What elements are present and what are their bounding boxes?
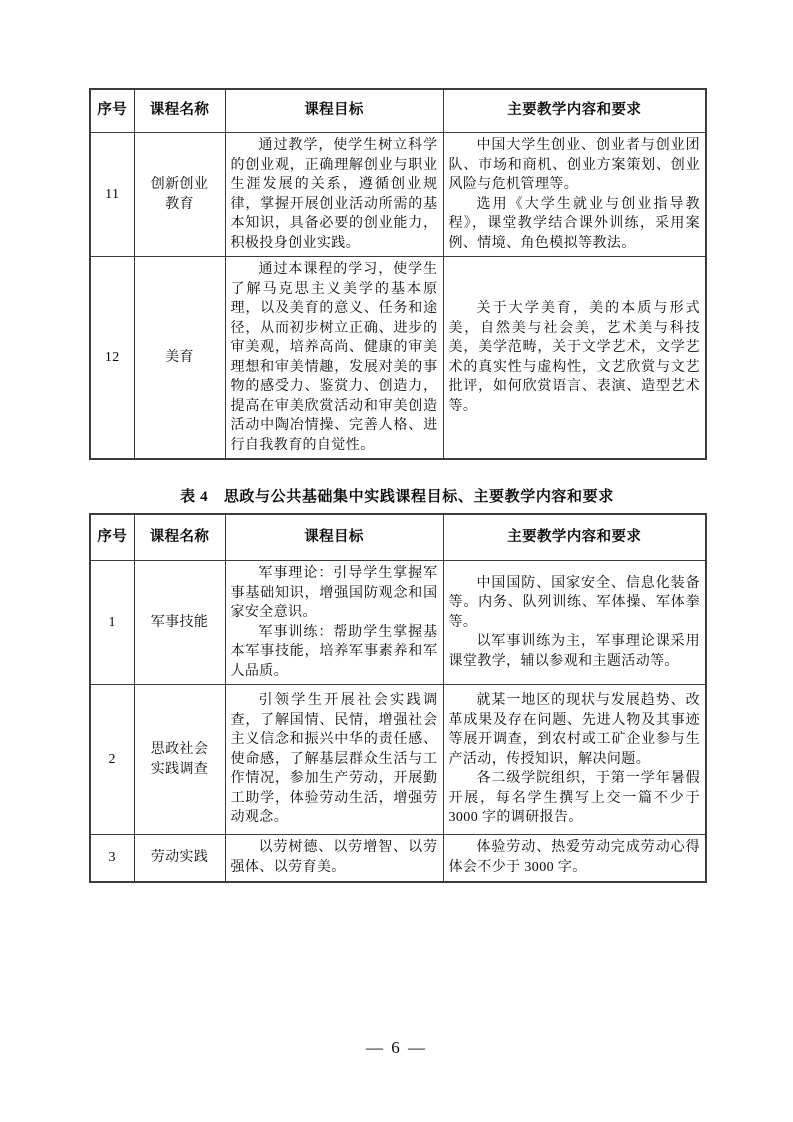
paragraph: 中国大学生创业、创业者与创业团队、市场和商机、创业方案策划、创业风险与危机管理等。 <box>448 138 700 192</box>
table-row-1 <box>90 561 706 685</box>
header-cell-name: 课程名称 <box>134 514 225 561</box>
course-no: 3 <box>90 835 134 882</box>
course-objectives <box>225 685 443 835</box>
paragraph: 选用《大学生就业与创业指导教程》，课堂教学结合课外训练，采用案例、情境、角色模拟等教法。 <box>448 196 700 251</box>
paragraph: 就某一地区的现状与发展趋势、改革成果及存在问题、先进人物及其事迹等展开调查，到农村或工矿企业参与生产活动，传授知识，解决问题。 <box>448 693 700 767</box>
header-cell-no: 序号 <box>90 89 134 133</box>
table-row-3 <box>90 835 706 882</box>
course-name: 军事技能 <box>134 561 225 685</box>
page-number: — 6 — <box>366 1038 427 1057</box>
paragraph: 中国国防、国家安全、信息化装备等。内务、队列训练、军体操、军体拳等。 <box>448 575 700 630</box>
paragraph: 引领学生开展社会实践调查，了解国情、民情，增强社会主义信念和振兴中华的责任感、使命感，了解基层群众生活与工作情况，参加生产劳动，开展勤工助学，体验劳动生活，增强劳动观念。 <box>230 693 438 826</box>
course-content <box>443 561 706 685</box>
course-objectives <box>225 133 443 257</box>
header-cell-main: 主要教学内容和要求 <box>443 514 706 561</box>
table-row-2 <box>90 685 706 835</box>
course-no: 12 <box>90 257 134 460</box>
course-content <box>443 835 706 882</box>
table-row-12 <box>90 257 706 460</box>
table-4-caption: 表 4 思政与公共基础集中实践课程目标、主要教学内容和要求 <box>180 489 614 505</box>
course-content <box>443 133 706 257</box>
paragraph: 军事训练：帮助学生掌握基本军事技能，培养军事素养和军人品质。 <box>230 624 438 679</box>
course-no: 2 <box>90 685 134 835</box>
course-no: 11 <box>90 133 134 257</box>
course-name: 思政社会实践调查 <box>134 685 225 835</box>
header-cell-goal: 课程目标 <box>225 514 443 561</box>
table-row-11 <box>90 133 706 257</box>
course-objectives <box>225 835 443 882</box>
header-cell-goal: 课程目标 <box>225 89 443 133</box>
course-no: 1 <box>90 561 134 685</box>
paragraph: 体验劳动、热爱劳动完成劳动心得体会不少于 3000 字。 <box>448 840 700 875</box>
course-table-upper <box>89 88 707 460</box>
course-name: 劳动实践 <box>134 835 225 882</box>
paragraph: 以军事训练为主，军事理论课采用课堂教学，辅以参观和主题活动等。 <box>448 634 700 669</box>
course-name: 创新创业教育 <box>134 133 225 257</box>
paragraph: 关于大学美育，美的本质与形式美，自然美与社会美，艺术美与科技美，美学范畴，关于文学艺术，文学艺术的真实性与虚构性，文艺欣赏与文艺批评，如何欣赏语言、表演、造型艺术等。 <box>448 301 700 414</box>
header-cell-name: 课程名称 <box>134 89 225 133</box>
paragraph: 各二级学院组织，于第一学年暑假开展，每名学生撰写上交一篇不少于 3000 字的调研报告。 <box>448 771 700 826</box>
table-header-row <box>90 514 706 561</box>
course-name: 美育 <box>134 257 225 460</box>
paragraph: 以劳树德、以劳增智、以劳强体、以劳育美。 <box>230 840 438 875</box>
header-cell-no: 序号 <box>90 514 134 561</box>
paragraph: 军事理论：引导学生掌握军事基础知识，增强国防观念和国家安全意识。 <box>230 566 438 620</box>
paragraph: 通过本课程的学习，使学生了解马克思主义美学的基本原理，以及美育的意义、任务和途径，从而初步树立正确、进步的审美观，培养高尚、健康的审美理想和审美情趣，发展对美的事物的感受力、鉴赏力、创造力，提高在审美欣赏活动和审美创造活动中陶冶情操、完善人格、进行自我教育的自觉性。 <box>230 262 438 453</box>
header-cell-main: 主要教学内容和要求 <box>443 89 706 133</box>
course-content <box>443 685 706 835</box>
table-header-row <box>90 89 706 133</box>
course-objectives <box>225 561 443 685</box>
paragraph: 通过教学，使学生树立科学的创业观，正确理解创业与职业生涯发展的关系，遵循创业规律，掌握开展创业活动所需的基本知识，具备必要的创业能力，积极投身创业实践。 <box>230 138 438 251</box>
course-objectives <box>225 257 443 460</box>
course-table-practice <box>89 513 707 883</box>
course-content <box>443 257 706 460</box>
